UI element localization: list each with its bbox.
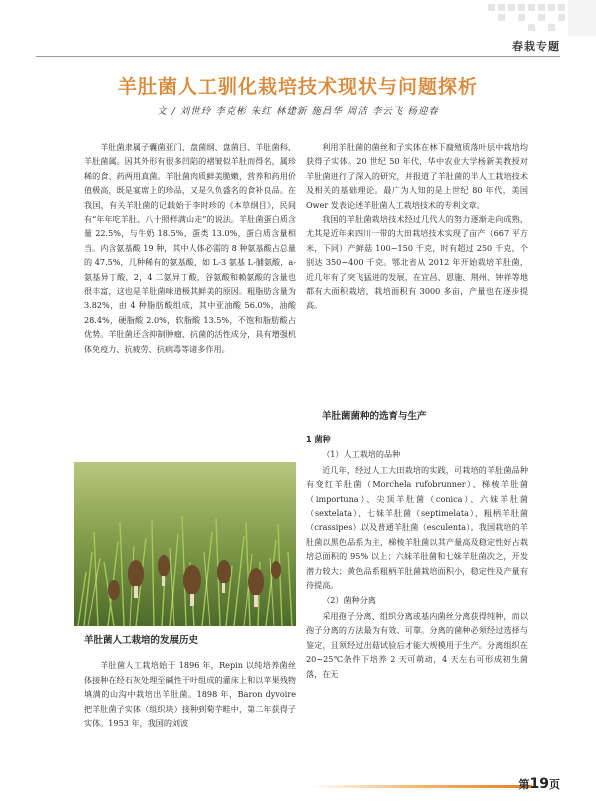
right-column	[306, 140, 528, 313]
footer-accent-bar	[310, 785, 532, 788]
right-paragraph-1: 利用羊肚菌的菌丝和子实体在林下腐殖质落叶层中栽培均获得子实体。20 世纪 50 年代，华中农业大学杨新美教授对羊肚菌进行了深入的研究，并报道了羊肚菌的半人工栽培技术及相关的基础理论。最广为人知的是上世纪 80 年代，美国 Ower 发表论述羊肚菌人工栽培技术的专利文章。	[306, 142, 528, 210]
page-number-value: 19	[529, 776, 549, 792]
corner-decoration	[486, 0, 596, 36]
varieties-paragraph: 近几年，经过人工大田栽培的实践，可栽培的羊肚菌品种有变红羊肚菌（Morchela rufobrunner）、梯棱羊肚菌（importuna）、尖顶羊肚菌（conica）、六妹羊肚菌（sextelata）、七妹羊肚菌（septimelata）、粗柄羊肚菌（crassipes）以及普通羊肚菌（esculenta）。我国栽培的羊肚菌以黑色品系为主，梯棱羊肚菌以其产量高及稳定性好占栽培总面积的 95% 以上；六妹羊肚菌和七妹羊肚菌次之，开发潜力较大；黄色品系粗柄羊肚菌栽培面积小，稳定性及产量有待提高。	[306, 464, 528, 591]
page-footer	[310, 778, 562, 794]
intro-paragraph: 羊肚菌隶属子囊菌亚门、盘菌纲、盘菌目、羊肚菌科、羊肚菌属。因其外形有很多凹陷的褶皱似羊肚而得名，属珍稀的食、药两用真菌。羊肚菌肉质鲜美脆嫩，营养和药用价值极高，既是宴席上的珍品，又是久负盛名的食补良品。在我国，有关羊肚菌的记载始于李时珍的《本草纲目》，民间有“年年吃羊肚、八十照样满山走”的说法。羊肚菌蛋白质含量 22.5%，与牛奶 18.5%、蛋类 13.0%，蛋白质含量相当。内含氨基酸 19 种，其中人体必需的 8 种氨基酸占总量的 47.5%，几种稀有的氨基酸，如 L-3 氨基 L-脯氨酸，a-氨基异丁酸，2，4 二氨异丁酸，谷氨酸和赖氨酸的含量也很丰富，这也是羊肚菌味道极其鲜美的原因。粗脂肪含量为 3.82%，由 4 种脂肪酸组成，其中亚油酸 56.0%，油酸 28.4%，硬脂酸 2.0%，软脂酸 13.5%，不饱和脂肪酸占优势。羊肚菌还含抑制肿瘤、抗菌的活性成分，具有增强机体免疫力、抗疲劳、抗病毒等诸多作用。	[84, 142, 296, 354]
header-rule	[36, 56, 560, 57]
section-tag: 春栽专题	[512, 40, 560, 53]
breeding-section	[306, 430, 528, 681]
isolation-paragraph: 采用孢子分离、组织分离或基内菌丝分离获得纯种，而以孢子分离的方法最为有效、可靠。分离的菌种必须经过选择与鉴定，且须经过出菇试验后才能大规模用于生产。分离组织在 20~25℃条件下培养 2 天可萌动，4 天左右可形成初生菌落，在无	[306, 610, 528, 679]
right-paragraph-2: 我国的羊肚菌栽培技术经过几代人的努力逐渐走向成熟，尤其是近年来四川一带的大田栽培技术实现了亩产（667 平方米，下同）产鲜菇 100~150 千克，时有超过 250 千克，个别达 350~400 千克。鄂北省从 2012 年开始栽培羊肚菌，近几年有了突飞猛进的发展，在宜昌、恩施、荆州、钟祥等地都有大面积栽培，栽培面积有 3000 多亩，产量也在逐步提高。	[306, 214, 528, 311]
strain-heading: 1 菌种	[306, 434, 331, 444]
article-authors: 文 / 刘世玲 李克彬 朱红 林建新 施昌华 周洁 李云飞 杨迎春	[157, 106, 439, 117]
history-heading: 羊肚菌人工栽培的发展历史	[84, 635, 199, 646]
breeding-heading: 羊肚菌菌种的选育与生产	[322, 411, 427, 422]
history-paragraph: 羊肚菌人工栽培始于 1896 年，Repin 以纯培养菌丝体接种在经石灰处理至碱性干叶组成的灌床上和以苹果残物填满的山沟中栽培出羊肚菌。1898 年，Baron dyvoire 把羊肚菌子实体（组织块）接种到菊芋畦中，第二年获得子实体。1953 年，我国的刘波	[84, 660, 296, 729]
varieties-subheading: （1）人工栽培的品种	[322, 449, 401, 460]
page-number	[519, 776, 560, 792]
page-suffix: 页	[549, 778, 560, 791]
morel-field-photo	[74, 462, 296, 626]
article-title: 羊肚菌人工驯化栽培技术现状与问题探析	[117, 76, 478, 98]
isolation-subheading: （2）菌种分离	[322, 595, 376, 606]
page-label: 第	[518, 778, 530, 791]
history-section	[84, 658, 296, 731]
left-column	[84, 140, 296, 356]
